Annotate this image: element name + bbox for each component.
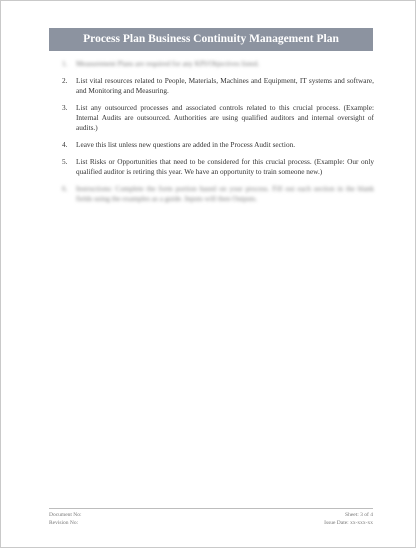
document-number-label: Document No:: [49, 512, 82, 518]
list-item: [49, 157, 374, 177]
footer-divider: [49, 508, 373, 509]
list-item-number: 3.: [62, 103, 68, 112]
list-item-number: 2.: [62, 76, 68, 85]
list-item-text: List any outsourced processes and associated controls related to this crucial process. (Example: Internal Audits are outsourced. Authorities are using qualified auditors and internal oversight of audits.): [76, 103, 374, 132]
list-item-text: List vital resources related to People, Materials, Machines and Equipment, IT systems and software, and Monitoring and Measuring.: [76, 76, 374, 95]
list-item-text: List Risks or Opportunities that need to be considered for this crucial process. (Example: Our only qualified auditor is retiring this year. We have an opportunity to train someone new.): [76, 157, 374, 176]
footer-right: [324, 511, 373, 527]
list-item-text: Instructions: Complete the form portion based on your process. Fill out each section in the blank fields using the examples as a guide. Inputs will then Outputs.: [76, 184, 374, 203]
list-item: [49, 103, 374, 133]
footer-left: [49, 511, 82, 527]
document-title: Process Plan Business Continuity Management Plan: [49, 28, 373, 51]
list-item: [49, 184, 374, 204]
list-item-number: 6.: [62, 184, 68, 193]
revision-number-label: Revision No:: [49, 520, 79, 526]
list-item-text: Measurement Plans are required for any KPI/Objectives listed.: [76, 59, 260, 68]
sheet-number: Sheet: 3 of 4: [345, 512, 373, 518]
list-item: [49, 59, 374, 69]
list-item-number: 1.: [62, 59, 68, 68]
list-item-number: 4.: [62, 140, 68, 149]
list-item: [49, 140, 374, 150]
list-item-number: 5.: [62, 157, 68, 166]
issue-date: Issue Date: xx-xxx-xx: [324, 520, 373, 526]
list-item: [49, 76, 374, 96]
list-item-text: Leave this list unless new questions are added in the Process Audit section.: [76, 140, 296, 149]
instruction-list: [49, 59, 374, 211]
